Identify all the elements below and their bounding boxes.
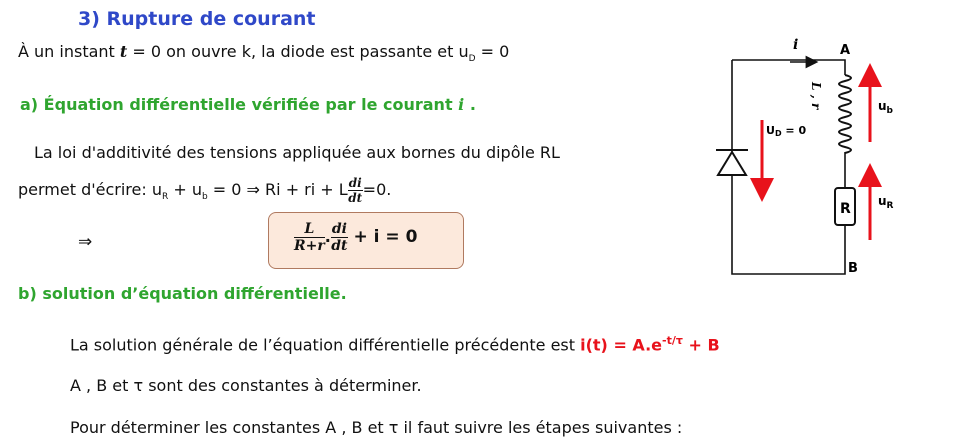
circuit-label-r: R bbox=[840, 201, 851, 217]
eq-rest: + i = 0 bbox=[353, 227, 418, 247]
intro-text-2: = 0 on ouvre k, la diode est passante et u bbox=[127, 42, 469, 61]
label-ud-main: U bbox=[766, 124, 775, 137]
p2-mid: + u bbox=[168, 180, 202, 199]
label-ub-sub: b bbox=[886, 106, 893, 116]
eq-frac-2 bbox=[331, 222, 348, 253]
rl-circuit-diagram bbox=[700, 30, 900, 280]
eq-frac-1 bbox=[294, 222, 325, 253]
label-ud-sub: D bbox=[774, 129, 782, 138]
solution-text: La solution générale de l’équation différentielle précédente est bbox=[70, 335, 581, 355]
p2-fraction bbox=[348, 177, 363, 204]
p2-end: =0. bbox=[362, 180, 392, 199]
circuit-label-i: i bbox=[793, 37, 799, 53]
boxed-equation bbox=[294, 222, 417, 253]
eq-frac-1-num: L bbox=[294, 222, 325, 238]
steps-line: Pour déterminer les constantes A , B et τ il faut suivre les étapes suivantes : bbox=[70, 418, 683, 437]
p2-start: permet d'écrire: u bbox=[18, 180, 162, 199]
coil-icon bbox=[839, 75, 851, 153]
eq-frac-1-den: R+r bbox=[294, 238, 325, 254]
part-a-title bbox=[20, 95, 476, 114]
intro-sub-d: D bbox=[468, 54, 476, 65]
eq-dot: . bbox=[324, 227, 331, 246]
intro-text-3: = 0 bbox=[475, 42, 510, 61]
circuit-label-b: B bbox=[848, 261, 858, 276]
label-l-r: L , r bbox=[809, 82, 823, 110]
solution-line bbox=[70, 334, 720, 354]
eq-frac-2-num: di bbox=[331, 221, 347, 237]
solution-formula: i(t) = A.e bbox=[580, 335, 663, 355]
label-ur-main: u bbox=[878, 194, 887, 208]
implies-symbol: ⇒ bbox=[78, 232, 93, 252]
p2-sub-r: R bbox=[162, 192, 169, 203]
label-ud bbox=[766, 124, 806, 138]
section-title: 3) Rupture de courant bbox=[78, 8, 316, 30]
eq-frac-2-den: dt bbox=[331, 238, 348, 254]
label-ub-main: u bbox=[878, 99, 887, 113]
intro-line bbox=[18, 42, 509, 64]
diode-icon bbox=[718, 152, 746, 175]
p2-frac-den: dt bbox=[348, 191, 363, 205]
part-a-var: i bbox=[458, 95, 465, 114]
solution-formula-end: + B bbox=[682, 335, 720, 355]
time-var: t bbox=[119, 42, 128, 61]
label-ud-end: = 0 bbox=[781, 124, 807, 137]
label-ur-sub: R bbox=[886, 201, 894, 211]
part-a-p1: La loi d'additivité des tensions appliquée aux bornes du dipôle RL bbox=[34, 143, 560, 162]
part-b-title: b) solution d’équation différentielle. bbox=[18, 284, 347, 303]
solution-exponent: -t/τ bbox=[662, 334, 683, 347]
part-a-title-text: a) Équation différentielle vérifiée par le courant bbox=[20, 95, 459, 114]
label-ub bbox=[878, 99, 894, 116]
circuit-label-a: A bbox=[840, 43, 851, 58]
intro-text-1: À un instant bbox=[18, 42, 120, 61]
top-wire bbox=[732, 60, 845, 75]
constants-line: A , B et τ sont des constantes à déterminer. bbox=[70, 376, 422, 395]
p2-eq: = 0 ⇒ Ri + ri + L bbox=[207, 180, 348, 199]
part-a-p2 bbox=[18, 177, 391, 204]
part-a-title-end: . bbox=[464, 95, 476, 114]
p2-sub-b: b bbox=[201, 192, 208, 203]
p2-frac-num: di bbox=[348, 176, 362, 190]
label-ur bbox=[878, 194, 894, 211]
left-bottom-wire bbox=[732, 60, 845, 274]
